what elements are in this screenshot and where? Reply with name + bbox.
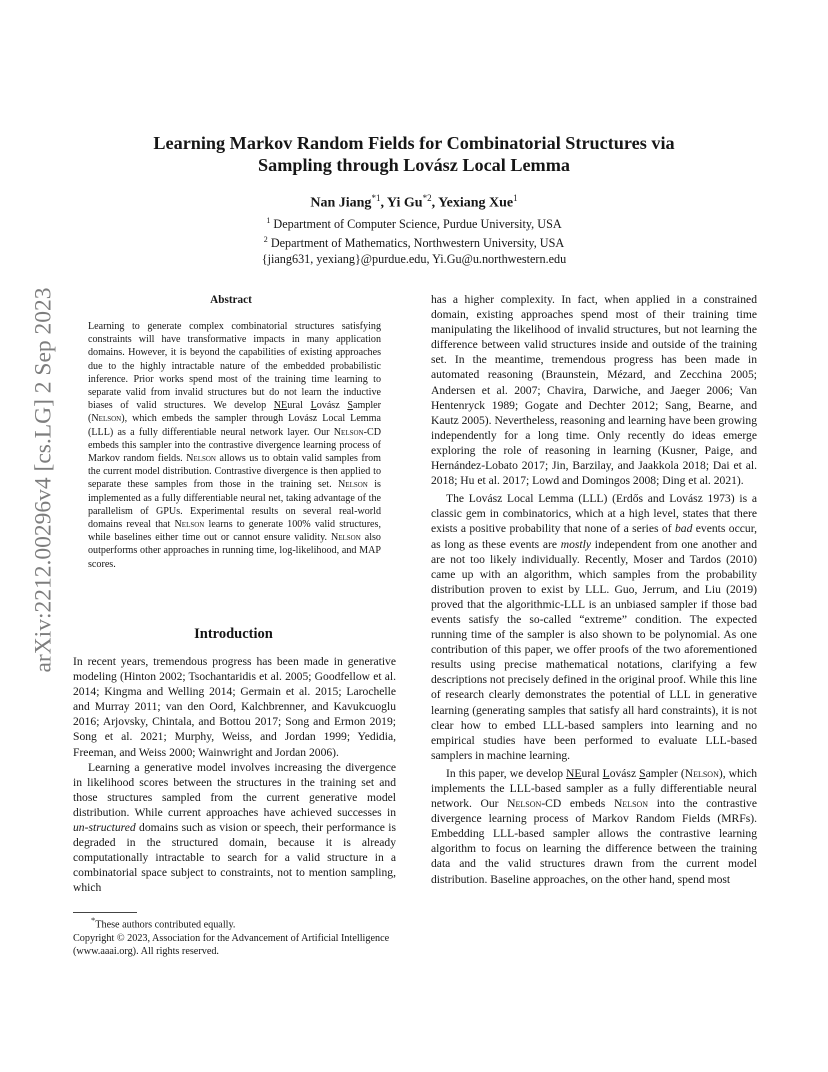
method-name: Nelson	[613, 797, 649, 811]
title-line-2: Sampling through Lovász Local Lemma	[258, 155, 570, 175]
acronym-letter: L	[310, 400, 317, 412]
paragraph-text: independent from one another and are not too likely individually. Recently, Moser and Tardos (2010) came up with an algorithm, which samples from the probability distribution proven to exist by LLL. Guo, Jerrum, and Liu (2019) proved that the algorithmic-LLL is an unbiased sampler if those bad events satisfy the so-called “extreme” condition. The expected running time of the sampler is also shown to be polynomial. As one contribution of this paper, we offer proofs of the two aforementioned results using precise mathematical notations, clarifying a few descriptions not precisely defined in the original proof. While this line of research clearly demonstrates the potential of LLL in generative learning (generating samples that satisfy all hard constraints), it is not clear how to embed LLL-based samplers into learning and no empirical studies have been performed to evaluate LLL-based samplers in machine learning.	[431, 537, 757, 762]
author-mark: *2	[422, 193, 432, 203]
affiliation-mark: 1	[266, 216, 271, 225]
footnote	[73, 914, 396, 932]
acronym-letter: NE	[273, 400, 288, 412]
author-list: Nan Jiang$^{*1}$, Yi Gu$^{*2}$, Yexiang Xue$^1$	[310, 193, 518, 211]
copyright-notice: Copyright © 2023, Association for the Advancement of Artificial Intelligence (www.aaai.org). All rights reserved.	[73, 932, 390, 958]
paragraph-text: ampler (	[645, 766, 685, 780]
paragraph-text: ), which implements the LLL-based sampler as a fully differentiable neural network. Our	[431, 766, 757, 811]
paragraph-text: into the contrastive divergence learning process of Markov Random Fields (MRFs). Embedding LLL-based sampler allows the contrastive learning algorithm to focus on learning the difference between the training data and the valid structures drawn from the current model distribution. Baseline approaches, on the other hand, spend most	[431, 797, 758, 886]
acronym-letter: L	[602, 766, 610, 780]
abstract-text: ampler (	[88, 400, 381, 425]
footnote-rule	[73, 912, 137, 913]
method-name: Nelson	[330, 532, 361, 544]
acronym-letter: S	[639, 766, 646, 780]
paragraph	[431, 766, 757, 887]
paragraph-text: ural	[581, 766, 603, 780]
acronym-letter: NE	[566, 766, 582, 780]
emphasis: mostly	[560, 537, 592, 551]
arxiv-stamp: arXiv:2212.00296v4 [cs.LG] 2 Sep 2023	[30, 287, 57, 673]
paragraph	[73, 654, 396, 760]
abstract-text: also outperforms other approaches in running time, log-likelihood, and MAP scores.	[88, 532, 381, 570]
acronym-letter: S	[347, 400, 353, 412]
footnote-text: These authors contributed equally.	[95, 919, 236, 931]
affiliation-text: Department of Mathematics, Northwestern University, USA	[270, 236, 565, 251]
method-name: Nelson	[338, 479, 368, 491]
affiliation-text: Department of Computer Science, Purdue University, USA	[273, 217, 562, 232]
author-mark: *1	[371, 193, 381, 203]
author-name: Yexiang Xue	[438, 195, 514, 211]
right-column-body	[431, 292, 757, 887]
title-line-1: Learning Markov Random Fields for Combinatorial Structures via	[153, 133, 675, 153]
abstract-heading: Abstract	[210, 294, 252, 306]
paragraph-text: The Lovász Local Lemma (LLL) (Erdős and Lovász 1973) is a classic gem in combinatorics, which at a high level, states that there exists a positive probability that none of a series of	[431, 492, 757, 536]
method-name: Nelson	[91, 413, 122, 425]
author-name: Yi Gu	[386, 195, 423, 211]
emphasis: un-structured	[73, 821, 136, 835]
paragraph-text: -CD embeds	[541, 797, 614, 811]
footnote-mark: *	[91, 915, 96, 925]
method-name: Nelson	[684, 766, 719, 780]
section-heading-introduction: Introduction	[194, 626, 273, 642]
paragraph	[73, 760, 396, 896]
paragraph-text: ovász	[609, 766, 640, 780]
abstract-text: Learning to generate complex combinatorial structures satisfying constraints will have transformative impacts in many application domains. However, it is beyond the capabilities of existing approaches due to the highly intractable nature of the embedded probabilistic inference. Prior works spend most of the training time learning to separate valid from invalid structures but do not learn the inductive biases of valid structures. We develop	[88, 321, 381, 412]
abstract-text: ovász	[316, 400, 348, 412]
paragraph-text: has a higher complexity. In fact, when applied in a constrained domain, existing approaches spend most of their training time manipulating the likelihood of invalid structures, but not learning the difference between valid structures inside and outside of the training set. In the meantime, tremendous progress has been made in automated reasoning (Braunstein, Mézard, and Zecchina 2005; Andersen et al. 2007; Chavira, Darwiche, and Jaeger 2006; Van Hentenryck 1989; Gogate and Dechter 2012; Sang, Bearne, and Kautz 2005). Nevertheless, reasoning and learning have been growing independently for a long time. Only recently do ideas emerge exploring the role of reasoning in learning (Kusner, Paige, and Hernández-Lobato 2017; Jin, Barzilay, and Jaakkola 2018; Dai et al. 2018; Hu et al. 2017; Lowd and Domingos 2008; Ding et al. 2021).	[431, 293, 757, 488]
author-name: Nan Jiang	[310, 195, 372, 211]
abstract-text: allows us to obtain valid samples from the current model distribution. Contrastive divergence is then applied to separate these samples from those in the training set.	[88, 453, 381, 491]
left-column-body	[73, 654, 396, 896]
abstract-text: ), which embeds the sampler through Lovász Local Lemma (LLL) as a fully differentiable neural network layer. Our	[88, 413, 381, 438]
abstract-text: ural	[287, 400, 311, 412]
method-name: Nelson	[186, 453, 216, 465]
method-name: Nelson	[174, 519, 205, 531]
paragraph-text: Learning a generative model involves increasing the divergence in likelihood scores between the structures in the training set and those structures sampled from the current generative model distribution. While current approaches have achieved successes in	[73, 760, 396, 819]
paragraph-text: In recent years, tremendous progress has been made in generative modeling (Hinton 2002; Tsochantaridis et al. 2005; Goodfellow et al. 2014; Kingma and Welling 2014; Germain et al. 2015; Larochelle and Murray 2011; van den Oord, Kalchbrenner, and Kavukcuoglu 2016; Arjovsky, Chintala, and Bottou 2017; Song and Ermon 2019; Song et al. 2021; Murphy, Weiss, and Jordan 1999; Yedidia, Freeman, and Weiss 2000; Wainwright and Jordan 2006).	[73, 655, 396, 759]
paragraph	[431, 292, 757, 488]
affiliation-mark: 2	[263, 235, 268, 245]
footnote-area	[73, 914, 396, 959]
abstract-text: learns to generate 100% valid structures, while baselines either time out or cannot ensure validity.	[88, 519, 381, 544]
affiliations	[150, 213, 678, 267]
method-name: Nelson	[333, 426, 364, 438]
abstract-text: -CD embeds this sampler into the contrastive divergence learning process of Markov random fields.	[88, 426, 381, 465]
author-emails: {jiang631, yexiang}@purdue.edu, Yi.Gu@u.northwestern.edu	[261, 252, 567, 267]
paragraph	[431, 491, 757, 763]
author-mark: 1	[513, 193, 518, 203]
paragraph-text: In this paper, we develop	[446, 766, 567, 780]
abstract-body	[88, 320, 381, 571]
paragraph-text: domains such as vision or speech, their performance is degraded in the structured domain, because it is already computationally intractable to search for a valid structure in a combinatorial space subject to constraints, not to mention sampling, which	[73, 821, 396, 895]
paragraph-text: events occur, as long as these events are	[431, 522, 757, 551]
method-name: Nelson	[507, 797, 542, 811]
affiliation	[150, 232, 678, 251]
affiliation	[150, 213, 678, 232]
paper-title	[100, 132, 728, 176]
emphasis: bad	[674, 522, 693, 536]
abstract-text: is implemented as a fully differentiable neural net, taking advantage of the parallelism of GPUs. Experimental results on several real-world domains reveal that	[88, 479, 381, 531]
